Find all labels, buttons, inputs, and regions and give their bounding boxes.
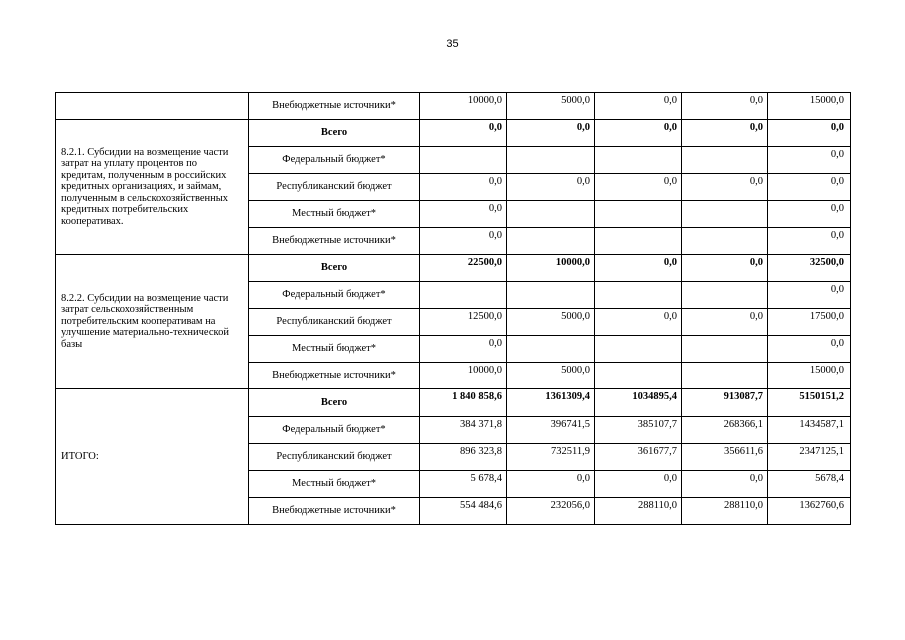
year-value-cell — [682, 282, 768, 309]
year-value-cell: 554 484,6 — [420, 498, 507, 525]
total-value-cell: 32500,0 — [768, 255, 851, 282]
year-value-cell: 896 323,8 — [420, 444, 507, 471]
total-value-cell: 5678,4 — [768, 471, 851, 498]
year-value-cell — [682, 363, 768, 389]
year-value-cell — [507, 282, 595, 309]
year-value-cell: 5000,0 — [507, 93, 595, 120]
year-value-cell: 913087,7 — [682, 389, 768, 417]
total-value-cell: 5150151,2 — [768, 389, 851, 417]
funding-source-cell: Внебюджетные источники* — [249, 498, 420, 525]
total-value-cell: 0,0 — [768, 228, 851, 255]
funding-source-cell: Внебюджетные источники* — [249, 93, 420, 120]
year-value-cell — [507, 228, 595, 255]
year-value-cell: 0,0 — [595, 174, 682, 201]
year-value-cell: 5000,0 — [507, 363, 595, 389]
year-value-cell: 732511,9 — [507, 444, 595, 471]
funding-source-cell: Местный бюджет* — [249, 336, 420, 363]
year-value-cell: 0,0 — [595, 120, 682, 147]
funding-source-cell: Внебюджетные источники* — [249, 363, 420, 389]
total-label-cell: ИТОГО: — [56, 389, 249, 525]
year-value-cell: 1 840 858,6 — [420, 389, 507, 417]
year-value-cell: 0,0 — [682, 120, 768, 147]
year-value-cell — [682, 201, 768, 228]
year-value-cell — [420, 282, 507, 309]
funding-source-cell: Всего — [249, 255, 420, 282]
year-value-cell — [595, 201, 682, 228]
total-value-cell: 2347125,1 — [768, 444, 851, 471]
funding-source-cell: Всего — [249, 389, 420, 417]
year-value-cell: 0,0 — [420, 174, 507, 201]
year-value-cell — [507, 336, 595, 363]
year-value-cell: 5000,0 — [507, 309, 595, 336]
table-body — [56, 93, 851, 525]
funding-source-cell: Республиканский бюджет — [249, 444, 420, 471]
year-value-cell — [595, 336, 682, 363]
total-value-cell: 1362760,6 — [768, 498, 851, 525]
year-value-cell: 10000,0 — [420, 363, 507, 389]
year-value-cell — [595, 282, 682, 309]
table-row — [56, 93, 851, 120]
year-value-cell: 0,0 — [420, 120, 507, 147]
year-value-cell — [682, 147, 768, 174]
funding-source-cell: Местный бюджет* — [249, 471, 420, 498]
total-value-cell: 0,0 — [768, 147, 851, 174]
funding-source-cell: Федеральный бюджет* — [249, 417, 420, 444]
year-value-cell: 10000,0 — [420, 93, 507, 120]
year-value-cell — [595, 363, 682, 389]
total-value-cell: 0,0 — [768, 120, 851, 147]
year-value-cell: 5 678,4 — [420, 471, 507, 498]
year-value-cell: 288110,0 — [682, 498, 768, 525]
year-value-cell: 356611,6 — [682, 444, 768, 471]
year-value-cell: 0,0 — [595, 255, 682, 282]
year-value-cell: 288110,0 — [595, 498, 682, 525]
year-value-cell: 0,0 — [682, 309, 768, 336]
funding-source-cell: Местный бюджет* — [249, 201, 420, 228]
year-value-cell: 0,0 — [682, 174, 768, 201]
year-value-cell — [420, 147, 507, 174]
year-value-cell: 0,0 — [595, 471, 682, 498]
year-value-cell: 0,0 — [682, 255, 768, 282]
year-value-cell: 0,0 — [507, 471, 595, 498]
year-value-cell: 0,0 — [595, 93, 682, 120]
measure-description-cell: 8.2.1. Субсидии на возмещение части затрат на уплату процентов по кредитам, полученным в российских кредитных организациях, и займам, полученным в сельскохозяйственных кредитных потребительских кооперативах. — [56, 120, 249, 255]
year-value-cell: 396741,5 — [507, 417, 595, 444]
year-value-cell: 1034895,4 — [595, 389, 682, 417]
year-value-cell — [507, 201, 595, 228]
year-value-cell: 361677,7 — [595, 444, 682, 471]
year-value-cell: 384 371,8 — [420, 417, 507, 444]
year-value-cell — [507, 147, 595, 174]
year-value-cell: 0,0 — [507, 174, 595, 201]
total-value-cell: 0,0 — [768, 201, 851, 228]
funding-source-cell: Федеральный бюджет* — [249, 147, 420, 174]
funding-source-cell: Республиканский бюджет — [249, 309, 420, 336]
year-value-cell: 385107,7 — [595, 417, 682, 444]
funding-source-cell: Республиканский бюджет — [249, 174, 420, 201]
year-value-cell: 268366,1 — [682, 417, 768, 444]
year-value-cell — [595, 147, 682, 174]
year-value-cell: 232056,0 — [507, 498, 595, 525]
year-value-cell: 10000,0 — [507, 255, 595, 282]
total-value-cell: 0,0 — [768, 282, 851, 309]
year-value-cell — [595, 228, 682, 255]
year-value-cell: 12500,0 — [420, 309, 507, 336]
total-value-cell: 15000,0 — [768, 363, 851, 389]
year-value-cell: 0,0 — [420, 201, 507, 228]
total-value-cell: 0,0 — [768, 174, 851, 201]
total-value-cell: 0,0 — [768, 336, 851, 363]
total-value-cell: 1434587,1 — [768, 417, 851, 444]
funding-source-cell: Всего — [249, 120, 420, 147]
year-value-cell: 0,0 — [682, 93, 768, 120]
table-row — [56, 120, 851, 147]
table-row — [56, 255, 851, 282]
funding-source-cell: Федеральный бюджет* — [249, 282, 420, 309]
year-value-cell: 22500,0 — [420, 255, 507, 282]
total-value-cell: 17500,0 — [768, 309, 851, 336]
year-value-cell: 0,0 — [420, 228, 507, 255]
funding-source-cell: Внебюджетные источники* — [249, 228, 420, 255]
year-value-cell: 0,0 — [507, 120, 595, 147]
measure-description-cell — [56, 93, 249, 120]
page-number: 35 — [446, 38, 459, 50]
year-value-cell — [682, 336, 768, 363]
year-value-cell: 0,0 — [682, 471, 768, 498]
year-value-cell: 1361309,4 — [507, 389, 595, 417]
table-row — [56, 389, 851, 417]
budget-table — [55, 92, 851, 525]
year-value-cell — [682, 228, 768, 255]
year-value-cell: 0,0 — [595, 309, 682, 336]
year-value-cell: 0,0 — [420, 336, 507, 363]
measure-description-cell: 8.2.2. Субсидии на возмещение части затрат сельскохозяйственным потребительским кооперативам на улучшение материально-технической базы — [56, 255, 249, 389]
total-value-cell: 15000,0 — [768, 93, 851, 120]
